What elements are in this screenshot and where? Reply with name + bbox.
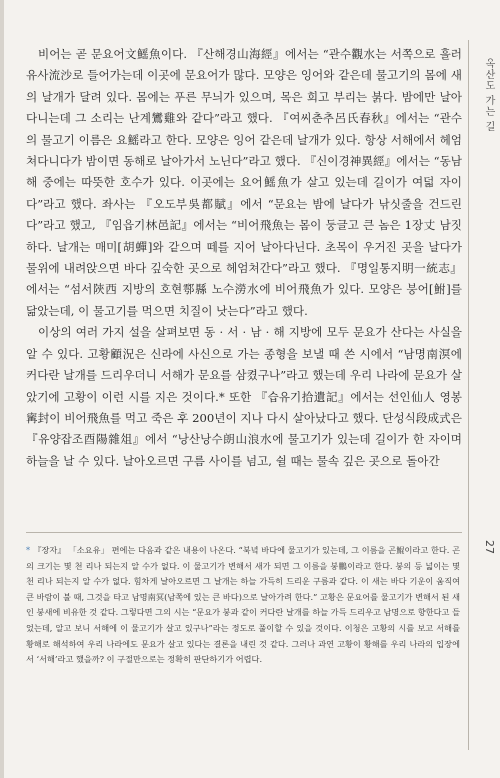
page-number: 27 (483, 540, 496, 554)
footnote-marker: * (26, 545, 31, 555)
paragraph-2: 이상의 여러 가지 설을 살펴보면 동 · 서 · 남 · 해 지방에 모두 문요가 산다는 사실을 알 수 있다. 고황顧況은 신라에 사신으로 가는 종형을 보낼 때 쓴 시에서 “남명南溟에 커다란 날개를 드리우더니 서해가 문요를 삼켰구나”라고 했는데 우리 나라에 문요가 살았기에 고황이 이런 시를 지은 것이다.* 또한 『습유기拾遺記』에서는 선인仙人 영봉寗封이 비어飛魚를 먹고 죽은 후 200년이 지나 다시 살아났다고 했다. 단성식段成式은 『유양잡조酉陽雜俎』에서 “낭산낭수朗山浪水에 물고기가 있는데 길이가 한 자이며 하늘을 날 수 있다. 날아오르면 구름 사이를 넘고, 쉴 때는 물속 깊은 곳으로 돌아간 (26, 325, 462, 468)
footnote-text: 『장자』 「소요유」 편에는 다음과 같은 내용이 나온다. “북녘 바다에 물고기가 있는데, 그 이름을 곤鯤이라고 한다. 곤의 크기는 몇 천 리나 되는지 알 수가 없다. 이 물고기가 변해서 새가 되면 그 이름을 붕鵬이라고 한다. 붕의 등 넓이는 몇 천 리나 되는지 알 수가 없다. 힘차게 날아오르면 그 날개는 하늘 가득히 드리운 구름과 같다. 이 새는 바다 기운이 움직여 큰 바람이 불 때, 그것을 타고 남명南冥(남쪽에 있는 큰 바다)으로 날아가려 한다.” 고황은 문요어를 물고기가 변해서 된 새인 붕새에 비유한 것 같다. 그렇다면 그의 시는 “문요가 붕과 같이 커다란 날개를 하늘 가득 드리우고 남명으로 향한다고 들었는데, 알고 보니 서해에 이 물고기가 살고 있구나”라는 정도로 풀이할 수 있을 것이다. 이청은 고황의 시를 보고 서해를 황해로 해석하여 우리 나라에도 문요가 살고 있다는 결론을 내린 것 같다. 그러나 과연 고황이 황해를 우리 나라의 입장에서 ‘서해’라고 했을까? 이 구절만으로는 정확히 판단하기가 어렵다. (26, 545, 460, 665)
paragraph-1: 비어는 곧 문요어文鰩魚이다. 『산해경山海經』에서는 “관수觀水는 서쪽으로 흘러 유사流沙로 들어가는데 이곳에 문요어가 많다. 모양은 잉어와 같은데 물고기의 몸에 새의 날개가 달려 있다. 몸에는 푸른 무늬가 있으며, 목은 희고 부리는 붉다. 밤에만 날아다니는데 그 소리는 난계鸞雞와 같다”라고 했다. 『여씨춘추呂氏春秋』에서는 “관수의 물고기 이름은 요鰩라고 한다. 모양은 잉어 같은데 날개가 있다. 항상 서해에서 헤엄쳐다니다가 밤이면 동해로 날아가서 노닌다”라고 했다. 『신이경神異經』에서는 “동남해 중에는 따뜻한 호수가 있다. 이곳에는 요어鰩魚가 살고 있는데 길이가 여덟 자이다”라고 했다. 좌사는 『오도부吳都賦』에서 “문요는 밤에 날다가 낚싯줄을 건드린다”라고 했고, 『임읍기林邑記』에서는 “비어飛魚는 몸이 둥글고 큰 놈은 1장丈 남짓하다. 날개는 매미[胡蟬]와 같으며 떼를 지어 날아다닌다. 초목이 우거진 곳을 날다가 물위에 내려앉으면 바다 깊숙한 곳으로 헤엄쳐간다”라고 했다. 『명일통지明一統志』에서는 “섬서陝西 지방의 호현鄠縣 노수澇水에 비어飛魚가 있다. 모양은 붕어[鮒]를 닮았는데, 이 물고기를 먹으면 치질이 낫는다”라고 했다. (26, 47, 462, 318)
running-head: 옥산도 가는 길 (483, 58, 494, 133)
footnote-divider (26, 532, 462, 533)
margin-rule (468, 40, 469, 750)
body-text (26, 44, 462, 472)
footnote (26, 543, 460, 668)
left-page-edge (0, 0, 4, 778)
